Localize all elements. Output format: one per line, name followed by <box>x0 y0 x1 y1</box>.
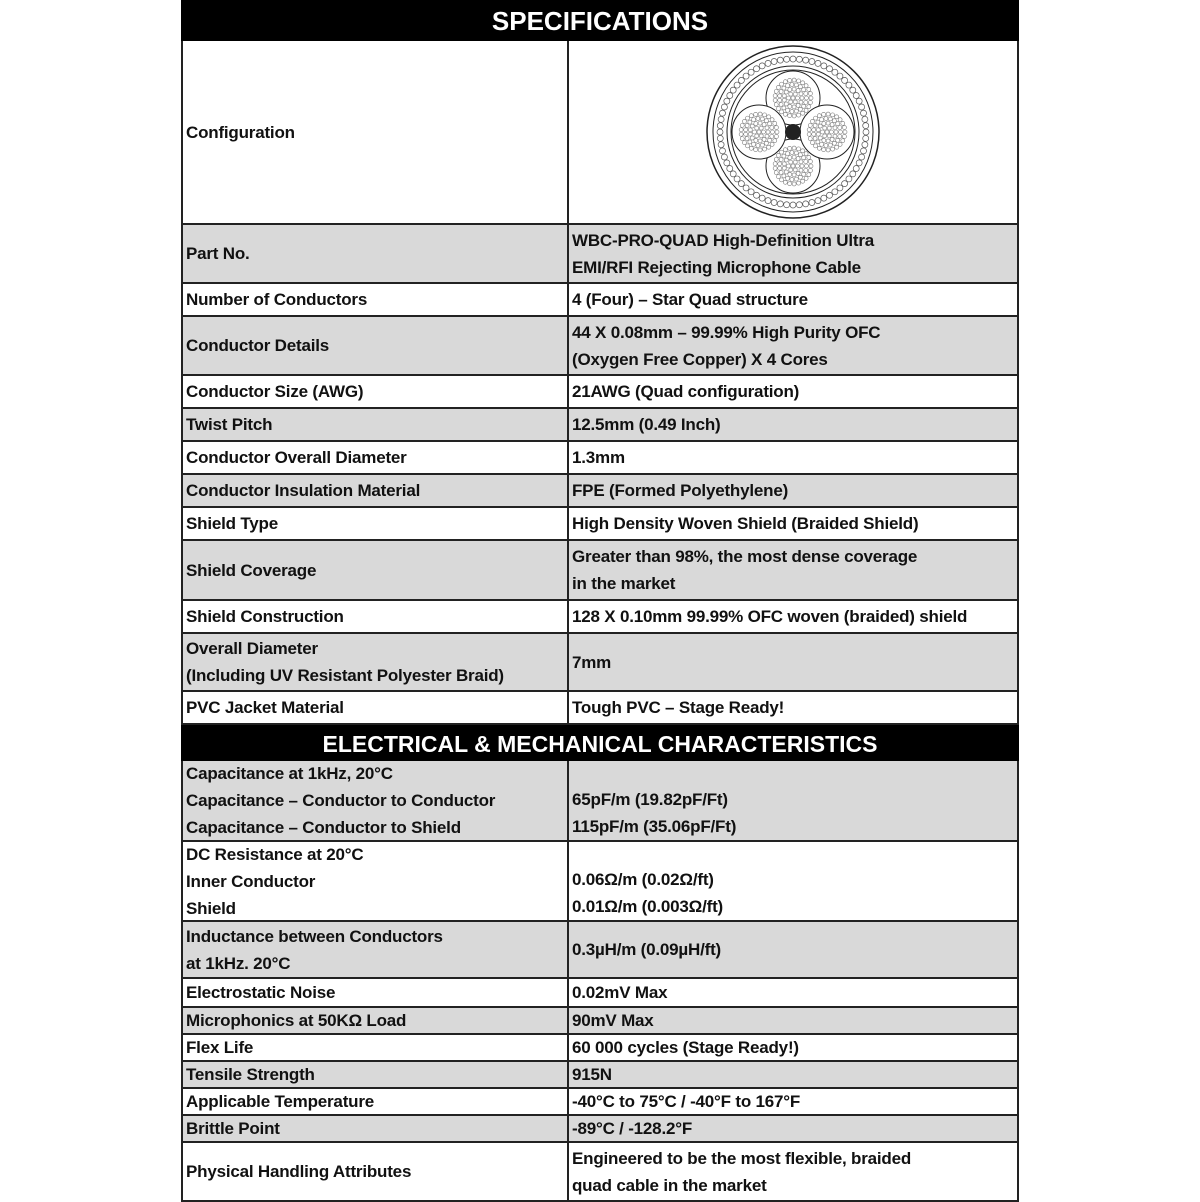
row-value <box>569 761 1017 840</box>
label-line: Inner Conductor <box>186 871 316 891</box>
label-line: Conductor Overall Diameter <box>186 448 407 467</box>
cable-cross-section-icon <box>703 42 883 222</box>
value-line: 7mm <box>572 652 612 672</box>
label-line: Capacitance – Conductor to Conductor <box>186 791 496 810</box>
row-value <box>569 508 1017 539</box>
row-value <box>569 634 1017 690</box>
row-label <box>183 376 569 407</box>
label-line: Physical Handling Attributes <box>186 1162 412 1181</box>
value-line: Engineered to be the most flexible, braided <box>572 1148 912 1168</box>
table-row <box>181 979 1019 1008</box>
row-label <box>183 317 569 374</box>
value-line: 44 X 0.08mm – 99.99% High Purity OFC <box>572 322 881 342</box>
row-label <box>183 1089 569 1114</box>
value-line: 128 X 0.10mm 99.99% OFC woven (braided) shield <box>572 607 968 626</box>
label-line: Capacitance – Conductor to Shield <box>186 818 461 837</box>
label-line: Shield Coverage <box>186 560 317 580</box>
label-line: Brittle Point <box>186 1119 280 1138</box>
label-line: Conductor Insulation Material <box>186 481 421 500</box>
row-label <box>183 442 569 473</box>
value-line: Greater than 98%, the most dense coverage <box>572 547 918 566</box>
row-value <box>569 1143 1017 1200</box>
table-row <box>181 842 1019 922</box>
row-label <box>183 922 569 977</box>
value-line: EMI/RFI Rejecting Microphone Cable <box>572 257 861 277</box>
row-label <box>183 284 569 315</box>
row-label <box>183 475 569 506</box>
value-line: (Oxygen Free Copper) X 4 Cores <box>572 349 828 369</box>
row-value <box>569 284 1017 315</box>
table-row <box>181 376 1019 409</box>
table-row <box>181 634 1019 692</box>
value-line: WBC-PRO-QUAD High-Definition Ultra <box>572 230 874 250</box>
value-line: 21AWG (Quad configuration) <box>572 382 800 401</box>
table-row <box>181 1062 1019 1089</box>
value-line: 12.5mm (0.49 Inch) <box>572 415 721 434</box>
label-line: Applicable Temperature <box>186 1092 375 1111</box>
table-row-configuration <box>181 41 1019 225</box>
table-row <box>181 1143 1019 1202</box>
table-row <box>181 922 1019 979</box>
row-label <box>183 761 569 840</box>
value-line <box>572 842 1014 866</box>
value-line: FPE (Formed Polyethylene) <box>572 481 789 500</box>
characteristics-header: ELECTRICAL & MECHANICAL CHARACTERISTICS <box>181 725 1019 761</box>
row-value <box>569 1035 1017 1060</box>
table-row <box>181 541 1019 601</box>
value-line: 4 (Four) – Star Quad structure <box>572 290 808 309</box>
row-label <box>183 1143 569 1200</box>
row-label <box>183 601 569 632</box>
label-line: Inductance between Conductors <box>186 926 443 946</box>
row-label <box>183 1116 569 1141</box>
row-value <box>569 842 1017 920</box>
row-label <box>183 1035 569 1060</box>
table-row <box>181 1116 1019 1143</box>
row-label <box>183 979 569 1006</box>
row-value <box>569 1116 1017 1141</box>
row-value <box>569 376 1017 407</box>
label-line: Shield Type <box>186 514 278 533</box>
label-line: Microphonics at 50KΩ Load <box>186 1011 407 1030</box>
value-line: 90mV Max <box>572 1011 654 1030</box>
value-line: 60 000 cycles (Stage Ready!) <box>572 1038 799 1057</box>
table-row <box>181 317 1019 376</box>
row-value <box>569 1008 1017 1033</box>
value-line <box>572 761 1014 786</box>
row-value <box>569 475 1017 506</box>
row-value <box>569 922 1017 977</box>
label-line: Configuration <box>186 122 295 142</box>
label-line: Capacitance at 1kHz, 20°C <box>186 764 393 783</box>
table-row <box>181 601 1019 634</box>
spec-sheet <box>181 0 1019 1202</box>
table-row <box>181 225 1019 284</box>
row-value <box>569 692 1017 723</box>
table-row <box>181 508 1019 541</box>
row-label <box>183 225 569 282</box>
label-line: Electrostatic Noise <box>186 983 336 1002</box>
row-value <box>569 541 1017 599</box>
table-row <box>181 1008 1019 1035</box>
value-line: 0.01Ω/m (0.003Ω/ft) <box>572 897 724 916</box>
row-value <box>569 442 1017 473</box>
label-line: Twist Pitch <box>186 415 273 434</box>
row-value <box>569 409 1017 440</box>
label-line: at 1kHz. 20°C <box>186 953 291 973</box>
label-line: Part No. <box>186 244 250 263</box>
row-label <box>183 508 569 539</box>
table-row <box>181 692 1019 725</box>
row-value <box>569 601 1017 632</box>
row-label <box>183 541 569 599</box>
value-line: -89°C / -128.2°F <box>572 1119 693 1138</box>
row-value <box>569 979 1017 1006</box>
label-line: Overall Diameter <box>186 639 318 658</box>
table-row <box>181 284 1019 317</box>
value-line: 915N <box>572 1065 612 1084</box>
row-label <box>183 409 569 440</box>
label-line: Number of Conductors <box>186 290 368 309</box>
value-line: 0.3µH/m (0.09µH/ft) <box>572 940 721 959</box>
table-row <box>181 761 1019 842</box>
value-line: -40°C to 75°C / -40°F to 167°F <box>572 1092 801 1111</box>
value-line: quad cable in the market <box>572 1175 767 1195</box>
value-line: 65pF/m (19.82pF/Ft) <box>572 790 728 809</box>
row-label <box>183 1062 569 1087</box>
row-label <box>183 41 569 223</box>
table-row <box>181 442 1019 475</box>
value-line: High Density Woven Shield (Braided Shield) <box>572 514 919 533</box>
row-label <box>183 1008 569 1033</box>
label-line: PVC Jacket Material <box>186 698 344 717</box>
label-line: Conductor Size (AWG) <box>186 382 364 401</box>
row-value <box>569 1062 1017 1087</box>
value-line: in the market <box>572 574 676 593</box>
label-line: Flex Life <box>186 1038 254 1057</box>
table-row <box>181 1035 1019 1062</box>
value-line: 1.3mm <box>572 448 625 467</box>
table-row <box>181 409 1019 442</box>
row-value <box>569 41 1017 223</box>
label-line: Tensile Strength <box>186 1065 315 1084</box>
value-line: 0.02mV Max <box>572 983 668 1002</box>
label-line: Conductor Details <box>186 336 330 355</box>
row-value <box>569 317 1017 374</box>
row-value <box>569 225 1017 282</box>
value-line: 0.06Ω/m (0.02Ω/ft) <box>572 870 714 889</box>
value-line: 115pF/m (35.06pF/Ft) <box>572 817 737 836</box>
table-row <box>181 1089 1019 1116</box>
table-row <box>181 475 1019 508</box>
row-value <box>569 1089 1017 1114</box>
label-line: DC Resistance at 20°C <box>186 844 364 864</box>
row-label <box>183 842 569 920</box>
label-line: (Including UV Resistant Polyester Braid) <box>186 666 504 685</box>
specifications-header: SPECIFICATIONS <box>181 0 1019 41</box>
label-line: Shield Construction <box>186 607 344 626</box>
row-label <box>183 692 569 723</box>
label-line: Shield <box>186 898 236 918</box>
value-line: Tough PVC – Stage Ready! <box>572 698 785 717</box>
row-label <box>183 634 569 690</box>
